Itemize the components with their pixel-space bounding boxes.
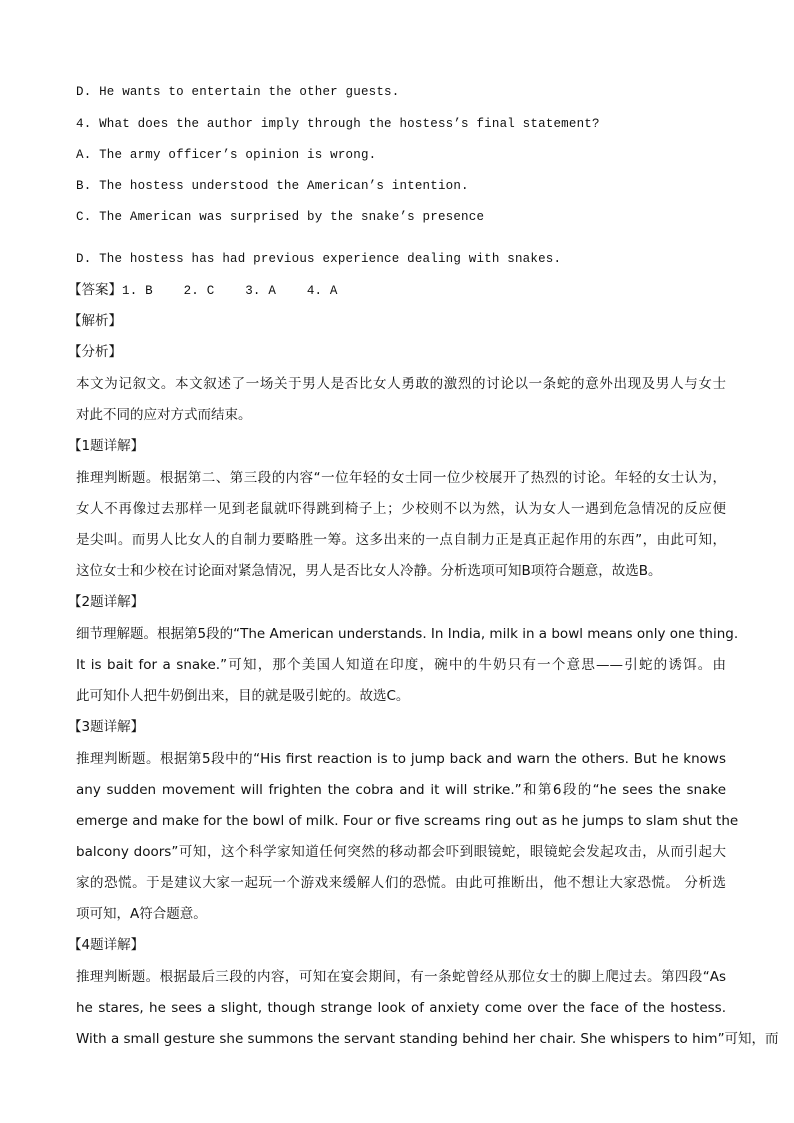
- q2-line: It is bait for a snake.”可知，那个美国人知道在印度，碗中的牛奶只有一个意思——引蛇的诱饵。由: [76, 657, 726, 673]
- q3-line: 推理判断题。根据第5段中的“His first reaction is to jump back and warn the others. But he knows: [76, 751, 726, 767]
- answer-values: 1. B 2. C 3. A 4. A: [122, 284, 338, 298]
- q1-line: 女人不再像过去那样一见到老鼠就吓得跳到椅子上；少校则不以为然，认为女人一遇到危急情况的反应便: [76, 501, 726, 517]
- q4-option-b: B. The hostess understood the American’s intention.: [76, 179, 469, 193]
- overview-heading: 【分析】: [68, 344, 122, 360]
- answer-label: 【答案】: [68, 282, 122, 298]
- q1-line: 是尖叫。而男人比女人的自制力要略胜一筹。这多出来的一点自制力正是真正起作用的东西”，由此可知，: [76, 532, 726, 548]
- q2-line: 细节理解题。根据第5段的“The American understands. In India, milk in a bowl means only one thing.: [76, 626, 739, 642]
- q3-line: any sudden movement will frighten the cobra and it will strike.”和第6段的“he sees the snake: [76, 782, 726, 798]
- q1-line: 推理判断题。根据第二、第三段的内容“一位年轻的女士同一位少校展开了热烈的讨论。年轻的女士认为，: [76, 470, 726, 486]
- analysis-heading: 【解析】: [68, 313, 122, 329]
- q2-line: 此可知仆人把牛奶倒出来，目的就是吸引蛇的。故选C。: [76, 688, 410, 704]
- q3-option-d: D. He wants to entertain the other guests.: [76, 85, 400, 99]
- q1-heading: 【1题详解】: [68, 438, 145, 454]
- q4-option-a: A. The army officer’s opinion is wrong.: [76, 148, 377, 162]
- q3-line: 项可知，A符合题意。: [76, 906, 207, 922]
- q3-line: 家的恐慌。于是建议大家一起玩一个游戏来缓解人们的恐慌。由此可推断出，他不想让大家恐慌。 分析选: [76, 875, 726, 891]
- q4-option-d: D. The hostess has had previous experience dealing with snakes.: [76, 252, 562, 266]
- q1-line: 这位女士和少校在讨论面对紧急情况，男人是否比女人冷静。分析选项可知B项符合题意，故选B。: [76, 563, 662, 579]
- q4-stem: 4. What does the author imply through the hostess’s final statement?: [76, 117, 600, 131]
- q3-line: emerge and make for the bowl of milk. Four or five screams ring out as he jumps to slam shut the: [76, 813, 739, 829]
- q3-line: balcony doors”可知，这个科学家知道任何突然的移动都会吓到眼镜蛇，眼镜蛇会发起攻击，从而引起大: [76, 844, 726, 860]
- answer-line: [68, 282, 338, 299]
- q4-line: With a small gesture she summons the servant standing behind her chair. She whispers to him”可知，而: [76, 1031, 779, 1047]
- overview-line: 对此不同的应对方式而结束。: [76, 407, 252, 423]
- q4-line: he stares, he sees a slight, though strange look of anxiety come over the face of the hostess.: [76, 1000, 726, 1016]
- overview-line: 本文为记叙文。本文叙述了一场关于男人是否比女人勇敢的激烈的讨论以一条蛇的意外出现及男人与女士: [76, 376, 726, 392]
- q3-heading: 【3题详解】: [68, 719, 145, 735]
- q2-heading: 【2题详解】: [68, 594, 145, 610]
- q4-line: 推理判断题。根据最后三段的内容，可知在宴会期间，有一条蛇曾经从那位女士的脚上爬过去。第四段“As: [76, 969, 726, 985]
- q4-heading: 【4题详解】: [68, 937, 145, 953]
- q4-option-c: C. The American was surprised by the snake’s presence: [76, 210, 485, 224]
